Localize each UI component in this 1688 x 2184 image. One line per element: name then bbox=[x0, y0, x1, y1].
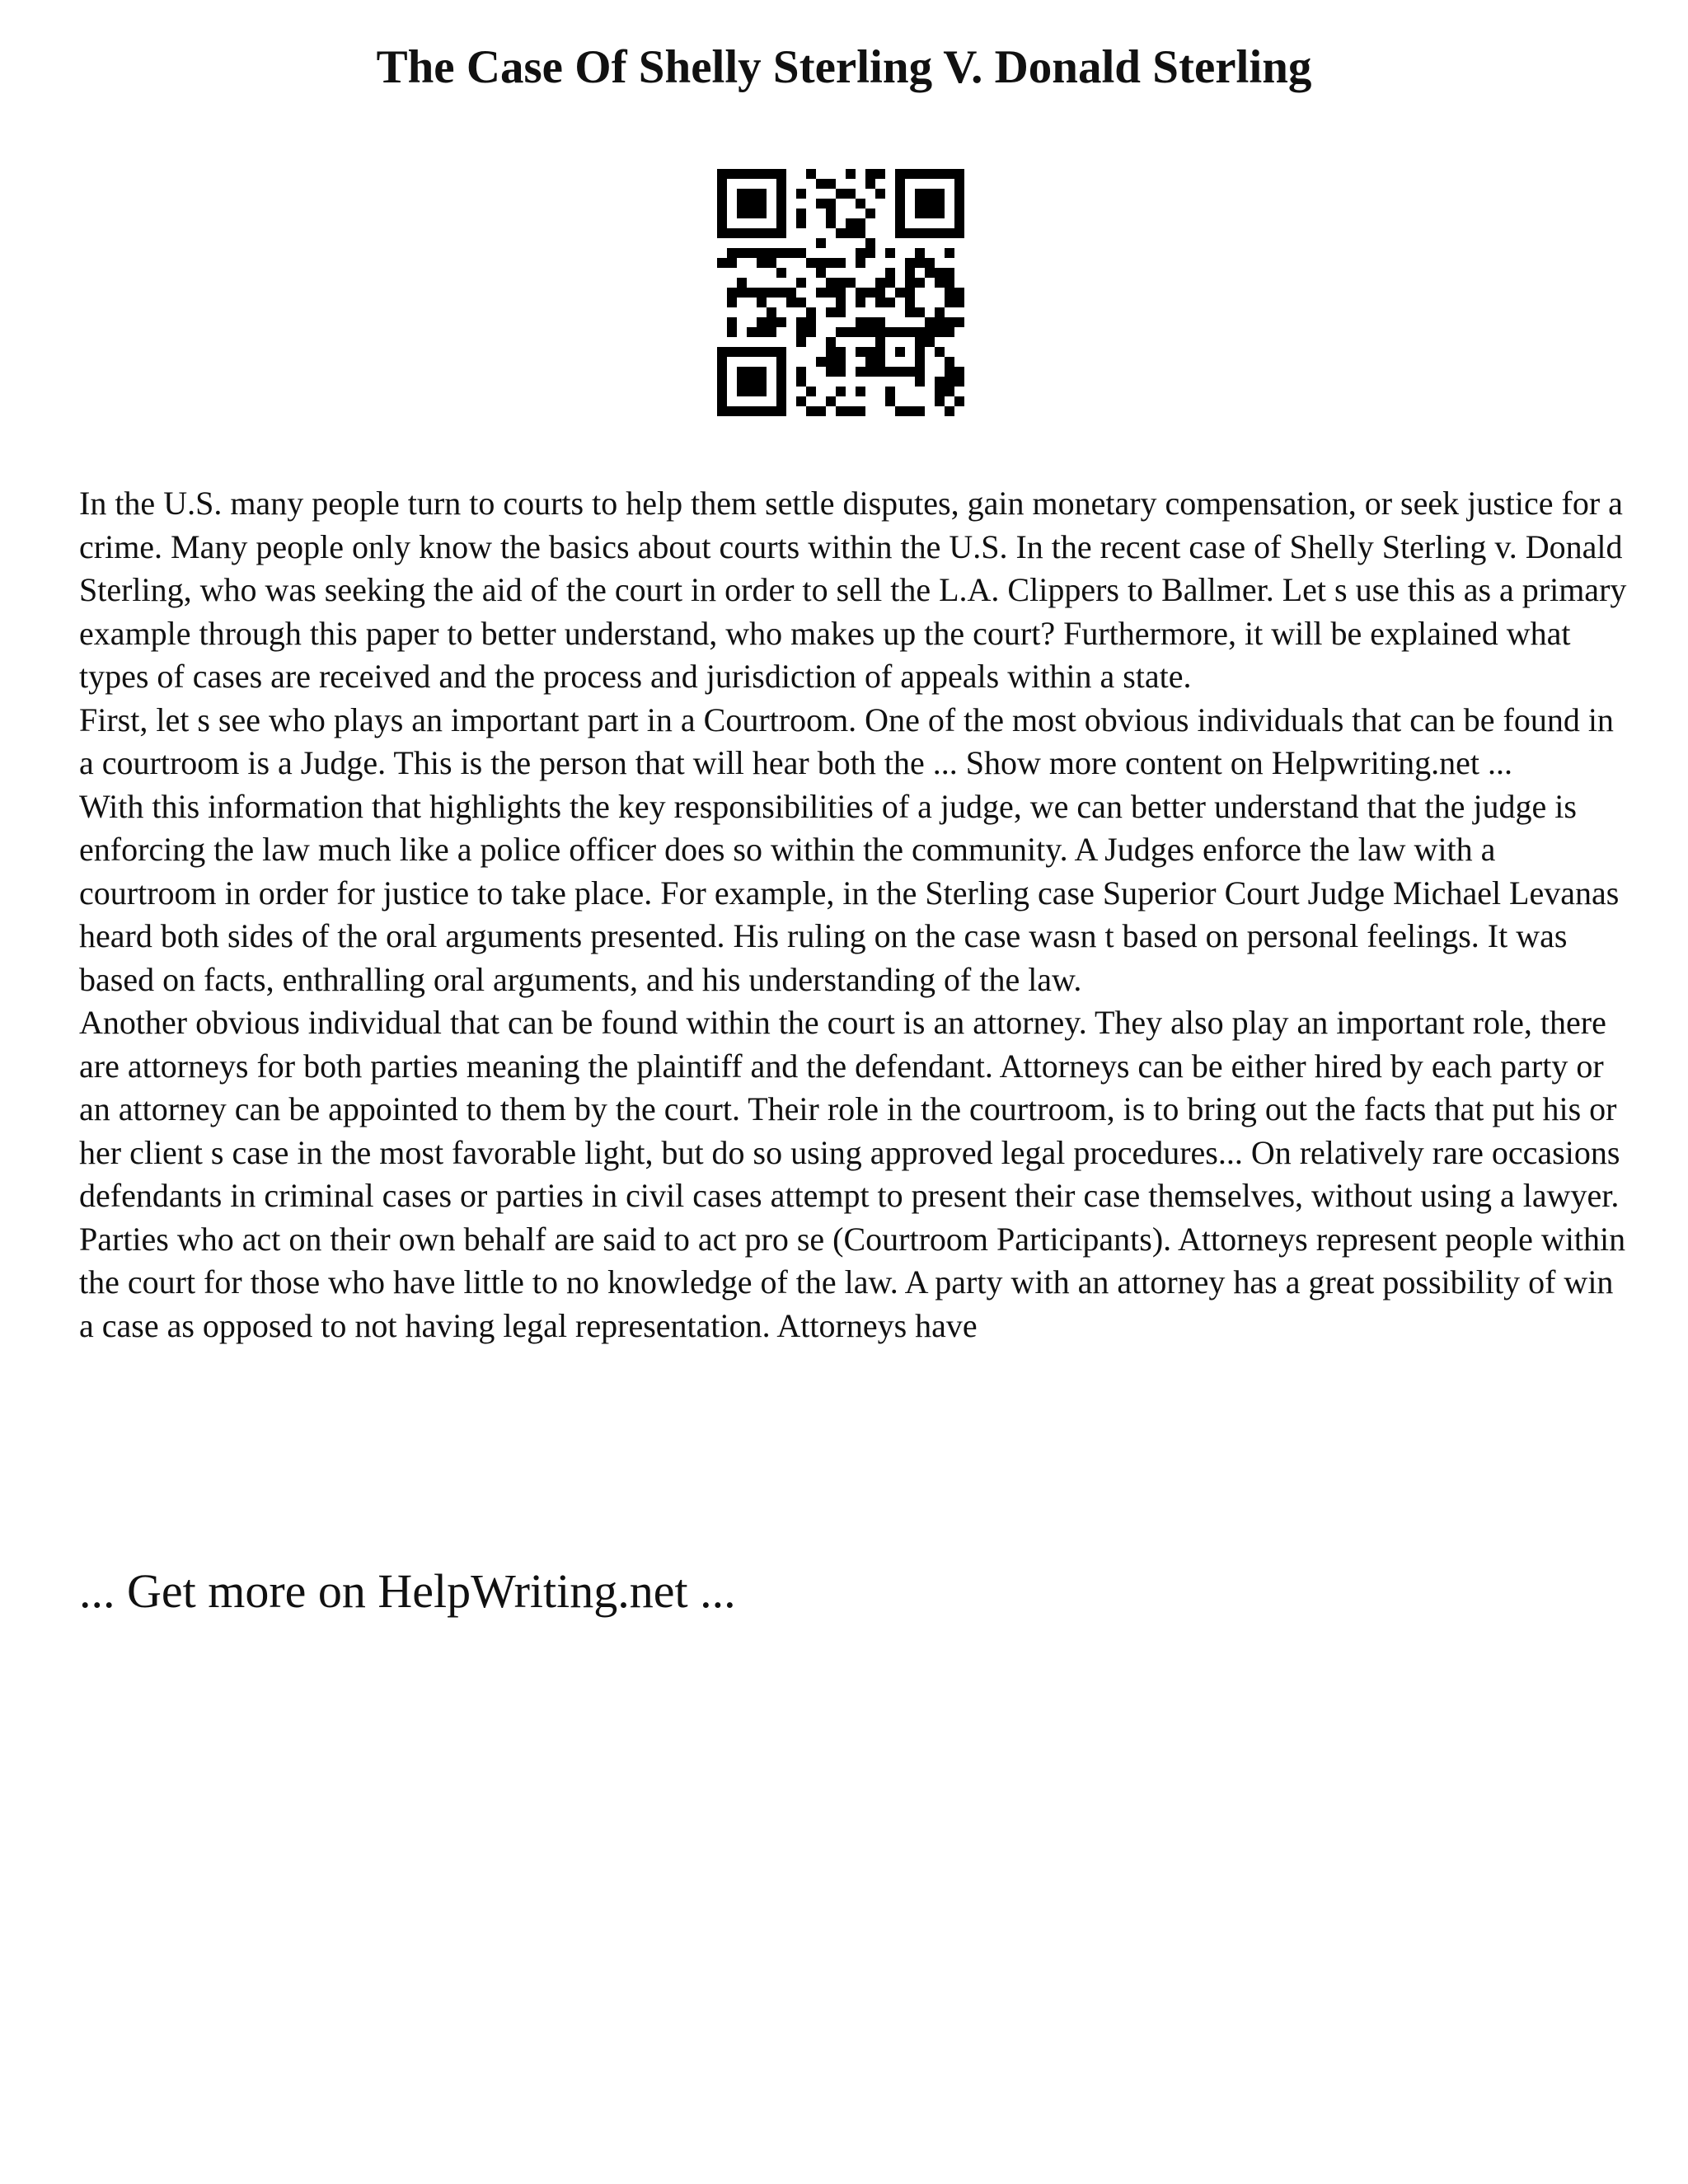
get-more-link[interactable]: ... Get more on HelpWriting.net ... bbox=[79, 1564, 736, 1618]
document-body bbox=[79, 482, 1629, 1347]
paragraph-attorney: Another obvious individual that can be found within the court is an attorney. They also play an important role, there are attorneys for both parties meaning the plaintiff and the defendant. Attorneys can be either hired by each party or an attorney can be appointed to them by the court. Their role in the courtroom, is to bring out the facts that put his or her client s case in the most favorable light, but do so using approved legal procedures... On relatively rare occasions defendants in criminal cases or parties in civil cases attempt to present their case themselves, without using a lawyer. Parties who act on their own behalf are said to act pro se (Courtroom Participants). Attorneys represent people within the court for those who have little to no knowledge of the law. A party with an attorney has a great possibility of win a case as opposed to not having legal representation. Attorneys have bbox=[79, 1004, 1626, 1344]
qr-code-icon bbox=[717, 169, 964, 416]
document-title: The Case Of Shelly Sterling V. Donald Sterling bbox=[376, 41, 1312, 93]
paragraph-intro: In the U.S. many people turn to courts to help them settle disputes, gain monetary compensation, or seek justice for a crime. Many people only know the basics about courts within the U.S. In the recent case of Shelly Sterling v. Donald Sterling, who was seeking the aid of the court in order to sell the L.A. Clippers to Ballmer. Let s use this as a primary example through this paper to better understand, who makes up the court? Furthermore, it will be explained what types of cases are received and the process and jurisdiction of appeals within a state. bbox=[79, 485, 1627, 695]
paragraph-courtroom: First, let s see who plays an important part in a Courtroom. One of the most obvious individuals that can be found in a courtroom is a Judge. This is the person that will hear both the ... Show more content on Helpwriting.net ... bbox=[79, 701, 1614, 781]
paragraph-judge: With this information that highlights the key responsibilities of a judge, we can better understand that the judge is enforcing the law much like a police officer does so within the community. A Judges enforce the law with a courtroom in order for justice to take place. For example, in the Sterling case Superior Court Judge Michael Levanas heard both sides of the oral arguments presented. His ruling on the case wasn t based on personal feelings. It was based on facts, enthralling oral arguments, and his understanding of the law. bbox=[79, 787, 1620, 998]
